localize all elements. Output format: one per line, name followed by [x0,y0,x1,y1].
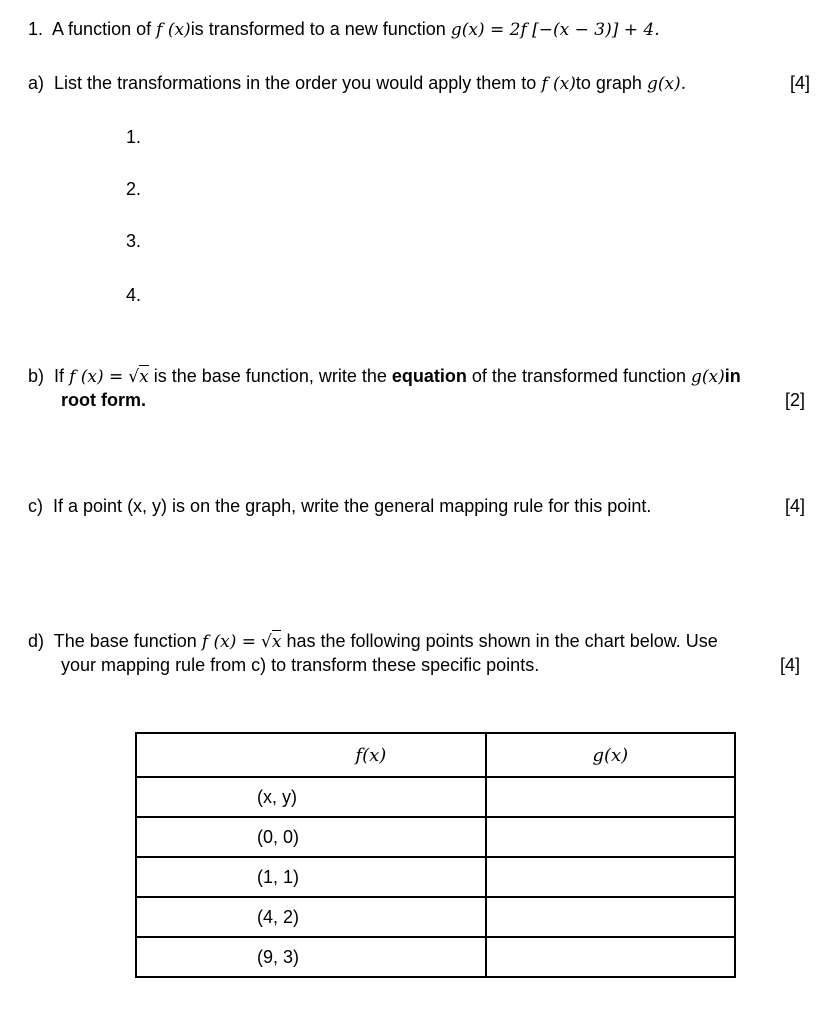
part-b-text: is the base function, write the [153,366,387,386]
part-a-label: a) [28,73,45,93]
fx-symbol: f (x) [156,20,191,40]
header-fx: f(x) [136,733,486,777]
part-d-marks: [4] [779,655,800,675]
fx-cell: (0, 0) [136,817,486,857]
header-gx: g(x) [486,733,735,777]
root-form-emphasis: root form. [61,390,146,410]
in-emphasis: in [724,366,741,386]
part-c-text: If a point (x, y) is on the graph, write the general mapping rule for this point. [53,496,652,516]
part-c-prompt [28,495,651,517]
gx-answer-cell[interactable] [486,937,735,977]
fx-equation: f (x) = [69,367,124,387]
gx-answer-cell[interactable] [486,817,735,857]
gx-symbol: g(x). [646,74,687,94]
part-d-line2: your mapping rule from c) to transform these specific points. [61,655,540,675]
question-1 [28,18,660,41]
fx-symbol: f (x) [541,74,576,94]
table-row [136,857,735,897]
answer-item-2: 2. [126,179,142,199]
gx-equation: g(x) = 2f [−(x − 3)] + 4. [450,20,660,40]
gx-answer-cell[interactable] [486,857,735,897]
table-row [136,897,735,937]
equation-emphasis: equation [391,366,467,386]
fx-equation: f (x) = [201,632,257,652]
table-row [136,937,735,977]
part-c-marks: [4] [784,496,805,516]
gx-answer-cell[interactable] [486,897,735,937]
table-row [136,817,735,857]
part-b-marks: [2] [784,390,805,410]
fx-cell: (4, 2) [136,897,486,937]
part-b-if: If [54,366,65,386]
fx-cell: (9, 3) [136,937,486,977]
points-table [135,732,736,978]
part-b-prompt [28,365,741,388]
part-c-label: c) [28,496,43,516]
answer-item-4: 4. [126,285,142,305]
answer-item-1: 1. [126,127,142,147]
part-a-text-cont: to graph [575,73,642,93]
part-a-marks: [4] [789,73,810,93]
answer-item-3: 3. [126,231,142,251]
part-d-label: d) [28,631,45,651]
question-intro-cont: is transformed to a new function [190,19,446,39]
part-d-text-cont: has the following points shown in the chart below. Use [286,631,718,651]
sqrt-argument: x [139,367,149,387]
fx-cell: (1, 1) [136,857,486,897]
question-intro: A function of [52,19,152,39]
part-b-label: b) [28,366,45,386]
gx-symbol: g(x) [691,367,725,387]
part-a-text: List the transformations in the order you would apply them to [54,73,537,93]
sqrt-expression: √x [128,367,149,387]
part-a-prompt [28,72,686,95]
table-row [136,777,735,817]
fx-cell: (x, y) [136,777,486,817]
part-d-prompt [28,630,718,653]
sqrt-argument: x [271,632,282,652]
question-number: 1. [28,19,44,39]
part-b-text-cont: of the transformed function [471,366,687,386]
sqrt-expression: √x [261,632,282,652]
part-d-text: The base function [53,631,197,651]
gx-answer-cell[interactable] [486,777,735,817]
table-header-row [136,733,735,777]
